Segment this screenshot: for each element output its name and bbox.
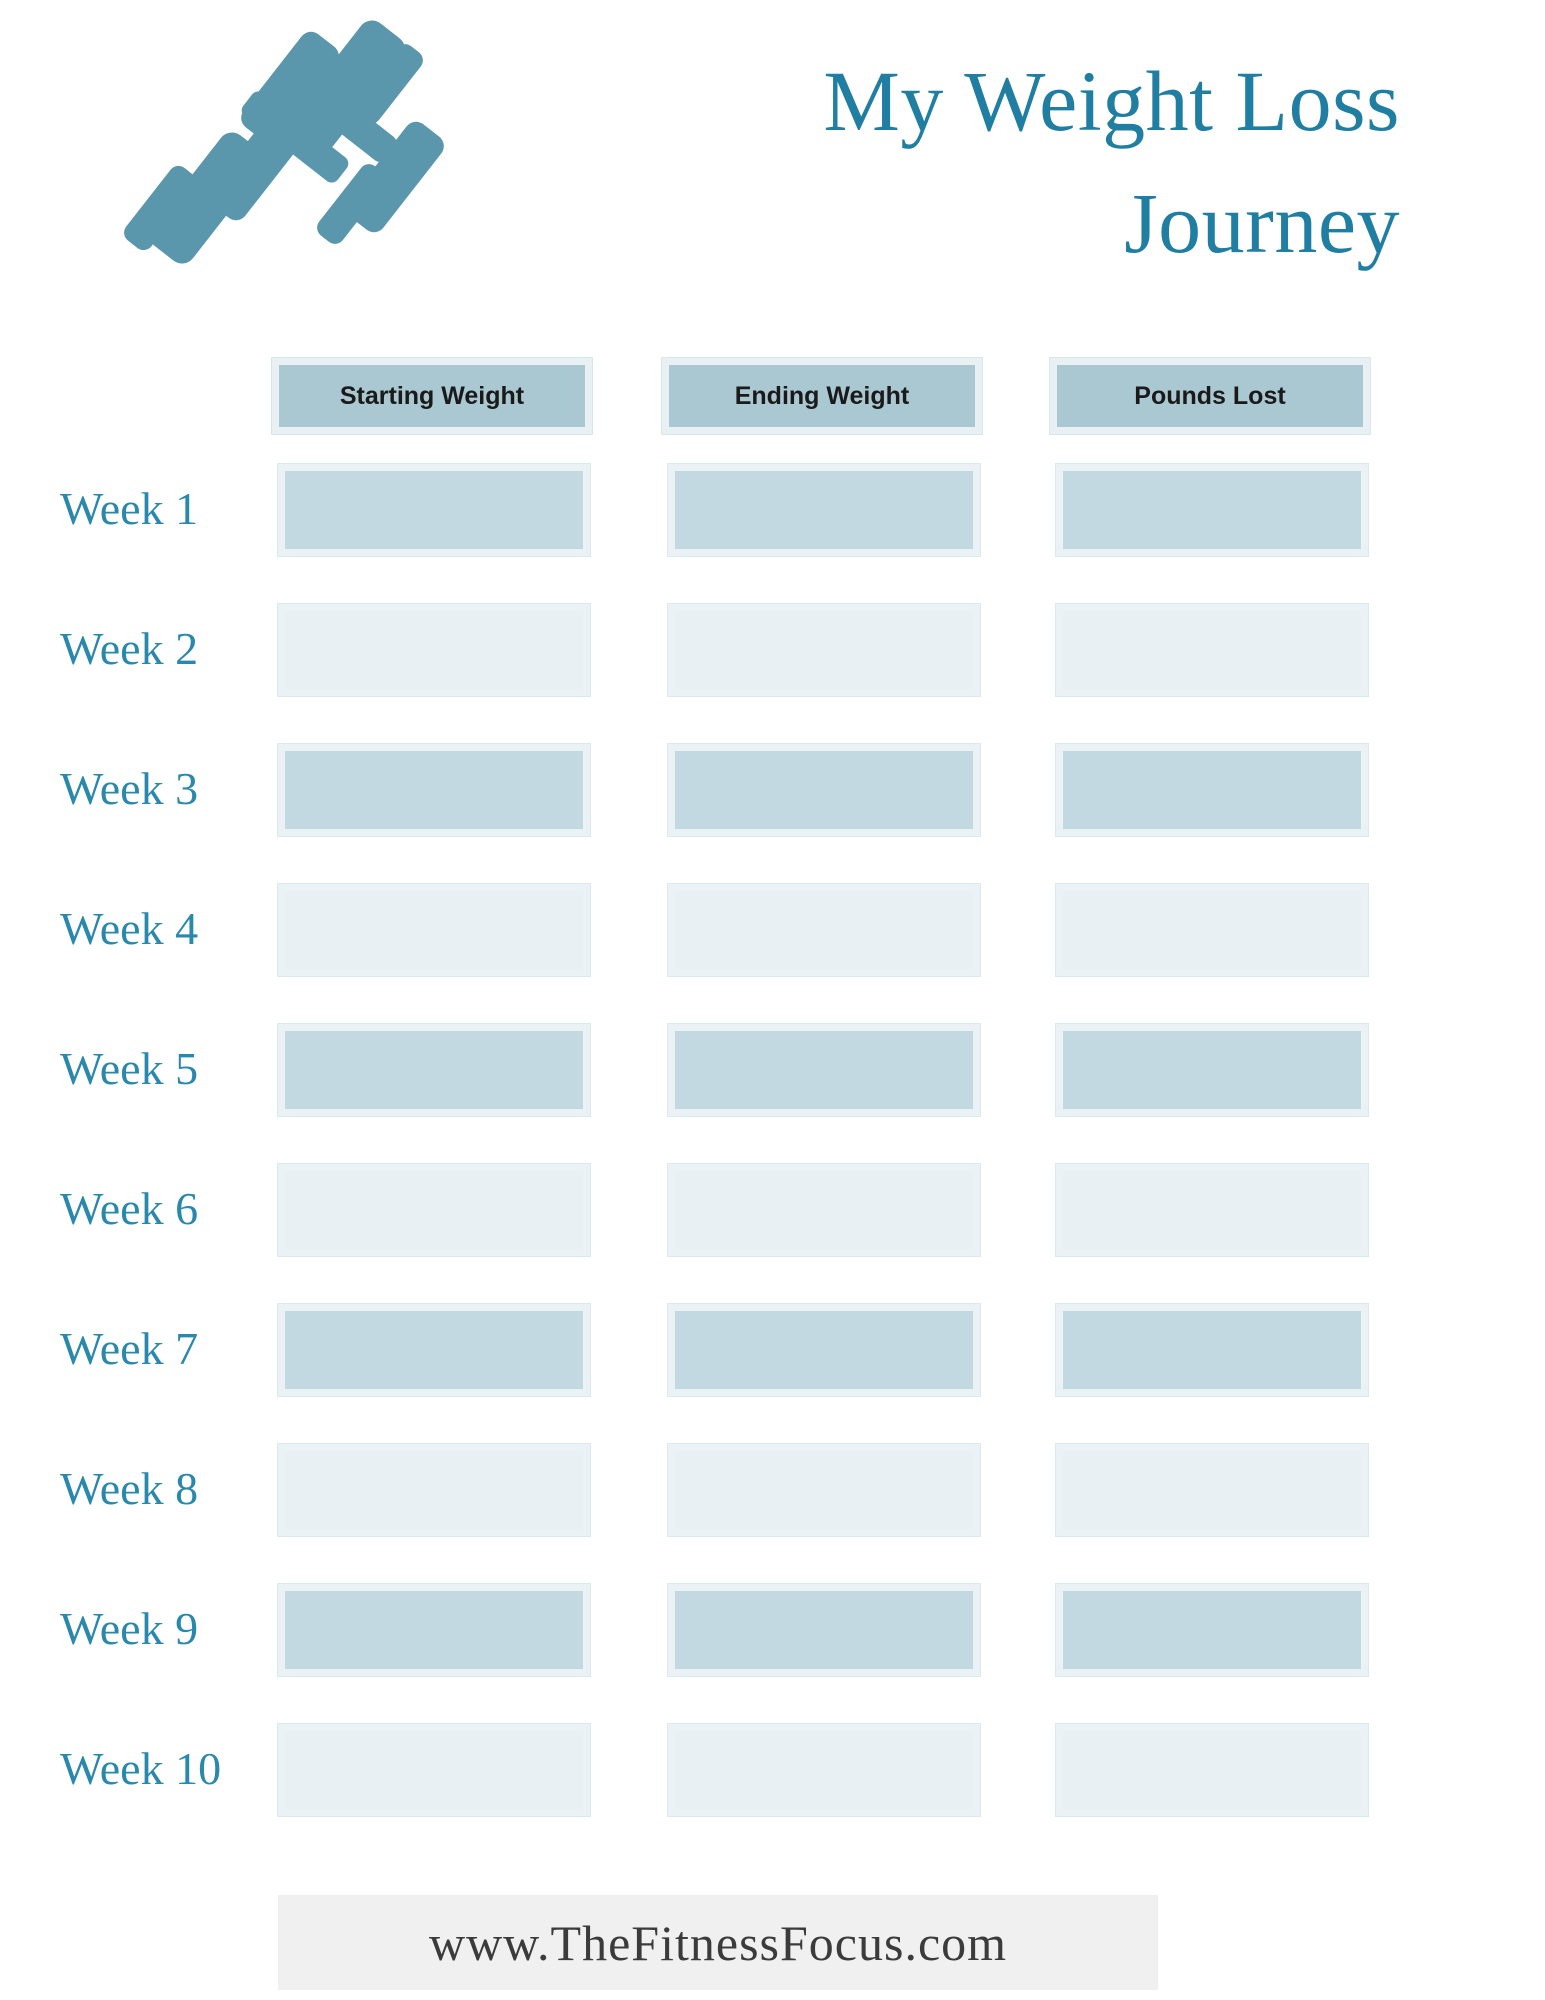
- row-label-week-4: Week 4: [60, 903, 199, 954]
- row-label-week-5: Week 5: [60, 1043, 199, 1094]
- column-header-pounds-lost: Pounds Lost: [1050, 358, 1370, 434]
- table-column-headers: [0, 350, 1545, 454]
- cell-week-2-pounds-lost[interactable]: [1056, 604, 1368, 696]
- cell-week-3-starting-weight[interactable]: [278, 744, 590, 836]
- cell-week-5-pounds-lost[interactable]: [1056, 1024, 1368, 1116]
- row-label-week-10: Week 10: [60, 1743, 222, 1794]
- table-row: [0, 594, 1545, 734]
- table-row: [0, 1574, 1545, 1714]
- row-label-week-1: Week 1: [60, 483, 199, 534]
- cell-week-7-ending-weight[interactable]: [668, 1304, 980, 1396]
- cell-week-10-pounds-lost[interactable]: [1056, 1724, 1368, 1816]
- cell-week-8-starting-weight[interactable]: [278, 1444, 590, 1536]
- cell-week-6-ending-weight[interactable]: [668, 1164, 980, 1256]
- cell-week-1-ending-weight[interactable]: [668, 464, 980, 556]
- cell-week-9-pounds-lost[interactable]: [1056, 1584, 1368, 1676]
- row-label-week-2: Week 2: [60, 623, 199, 674]
- cell-week-6-pounds-lost[interactable]: [1056, 1164, 1368, 1256]
- cell-week-9-ending-weight[interactable]: [668, 1584, 980, 1676]
- row-label-week-8: Week 8: [60, 1463, 199, 1514]
- website-url[interactable]: www.TheFitnessFocus.com: [428, 1914, 1008, 1971]
- cell-week-4-pounds-lost[interactable]: [1056, 884, 1368, 976]
- table-row: [0, 874, 1545, 1014]
- table-row: [0, 1714, 1545, 1854]
- table-row: [0, 1014, 1545, 1154]
- table-row: [0, 1294, 1545, 1434]
- cell-week-7-pounds-lost[interactable]: [1056, 1304, 1368, 1396]
- cell-week-4-starting-weight[interactable]: [278, 884, 590, 976]
- page-title: [560, 40, 1400, 284]
- cell-week-7-starting-weight[interactable]: [278, 1304, 590, 1396]
- cell-week-5-starting-weight[interactable]: [278, 1024, 590, 1116]
- cell-week-9-starting-weight[interactable]: [278, 1584, 590, 1676]
- cell-week-3-pounds-lost[interactable]: [1056, 744, 1368, 836]
- cell-week-6-starting-weight[interactable]: [278, 1164, 590, 1256]
- cell-week-2-starting-weight[interactable]: [278, 604, 590, 696]
- page-footer: [278, 1895, 1158, 1990]
- row-label-week-3: Week 3: [60, 763, 199, 814]
- table-row: [0, 1154, 1545, 1294]
- row-label-week-6: Week 6: [60, 1183, 199, 1234]
- cell-week-3-ending-weight[interactable]: [668, 744, 980, 836]
- page-title-line-1: My Weight Loss: [823, 53, 1400, 149]
- cell-week-10-ending-weight[interactable]: [668, 1724, 980, 1816]
- cell-week-8-pounds-lost[interactable]: [1056, 1444, 1368, 1536]
- table-row: [0, 1434, 1545, 1574]
- weight-loss-table: [0, 350, 1545, 1854]
- cell-week-10-starting-weight[interactable]: [278, 1724, 590, 1816]
- cell-week-5-ending-weight[interactable]: [668, 1024, 980, 1116]
- cell-week-1-starting-weight[interactable]: [278, 464, 590, 556]
- row-label-week-9: Week 9: [60, 1603, 199, 1654]
- row-label-week-7: Week 7: [60, 1323, 199, 1374]
- table-row: [0, 734, 1545, 874]
- column-header-ending-weight: Ending Weight: [662, 358, 982, 434]
- table-row: [0, 454, 1545, 594]
- cell-week-2-ending-weight[interactable]: [668, 604, 980, 696]
- cell-week-1-pounds-lost[interactable]: [1056, 464, 1368, 556]
- cell-week-8-ending-weight[interactable]: [668, 1444, 980, 1536]
- page-header: [0, 0, 1545, 330]
- page-title-line-2: Journey: [1124, 175, 1400, 272]
- cell-week-4-ending-weight[interactable]: [668, 884, 980, 976]
- dumbbells-icon: [85, 10, 455, 300]
- column-header-starting-weight: Starting Weight: [272, 358, 592, 434]
